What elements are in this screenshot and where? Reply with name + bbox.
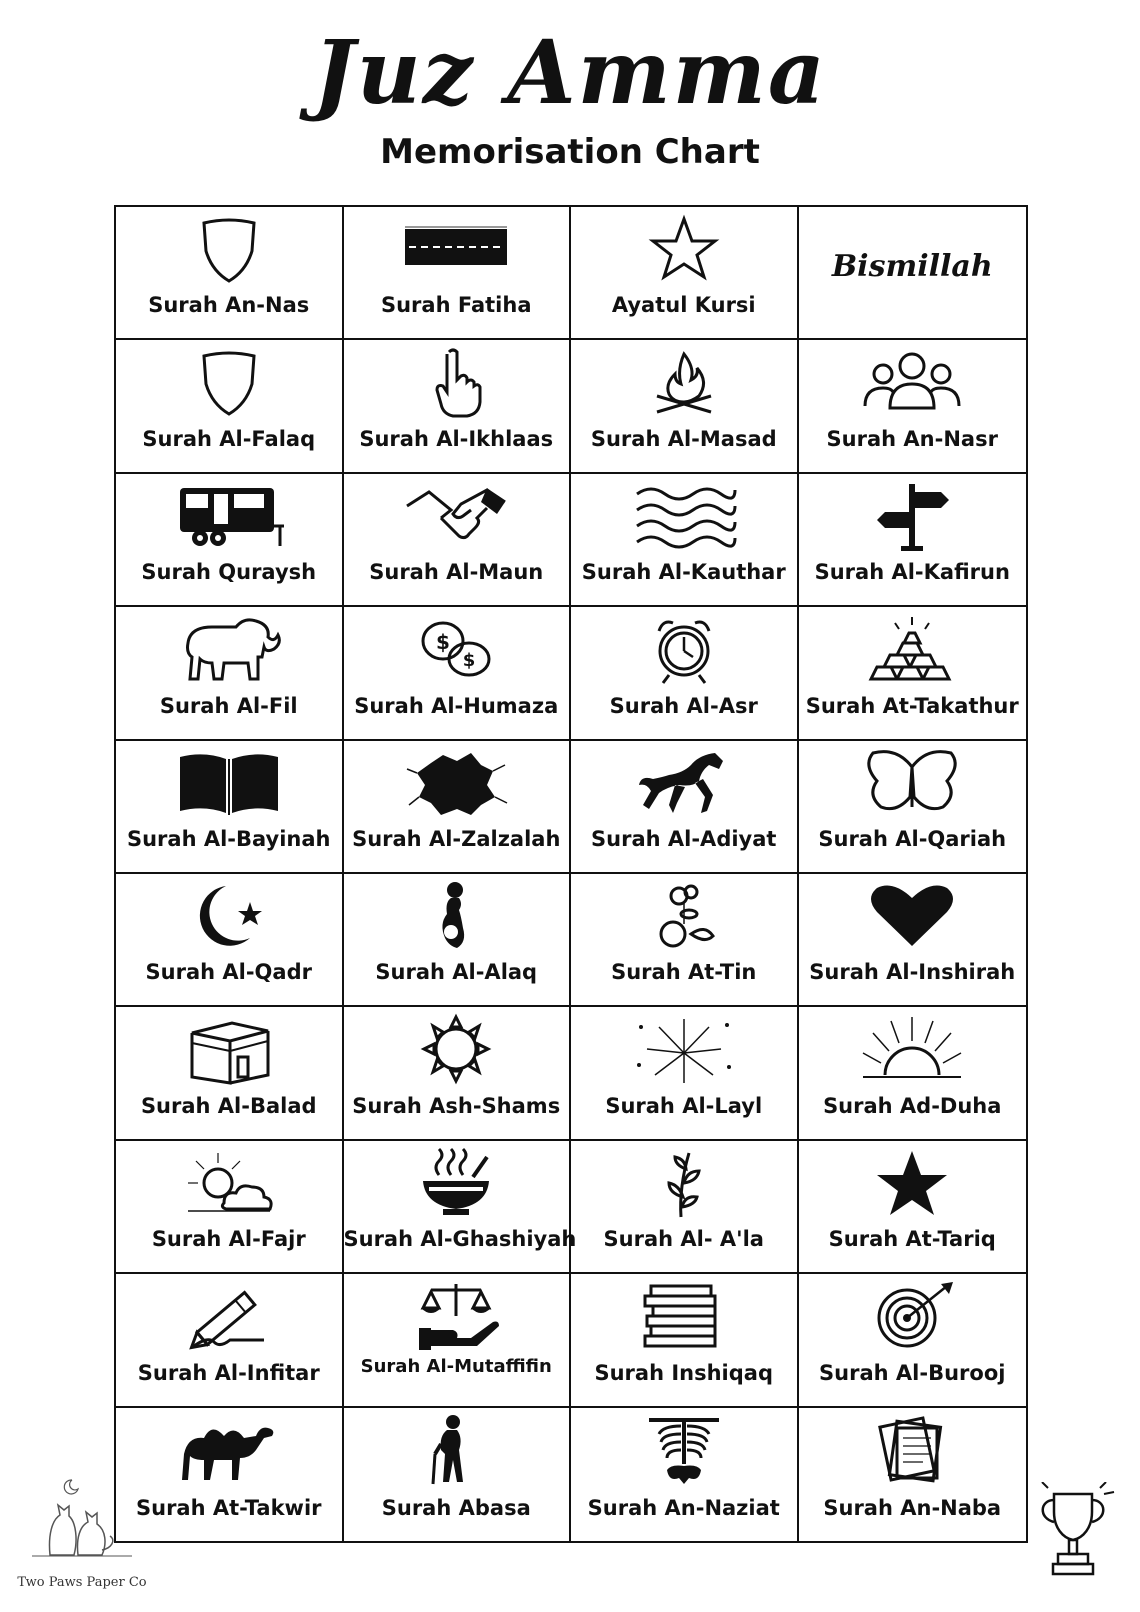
- surah-label: Surah An-Naziat: [587, 1495, 780, 1520]
- fireworks-icon: [629, 1013, 739, 1085]
- chart-cell: [571, 340, 799, 473]
- signpost-icon: [857, 480, 967, 552]
- chart-cell: [344, 340, 572, 473]
- chart-cell: [344, 1007, 572, 1140]
- surah-label: Surah At-Tin: [611, 960, 757, 985]
- dawn-clouds-icon: [174, 1147, 284, 1219]
- surah-label: Surah Al-Infitar: [137, 1360, 320, 1385]
- star-solid-icon: [857, 1147, 967, 1219]
- surah-label: Surah Al-Inshirah: [809, 960, 1016, 985]
- surah-label: Surah Al-Ikhlaas: [359, 426, 554, 451]
- plant-sprig-icon: [629, 1147, 739, 1219]
- surah-label: Surah Al-Mutaffifin: [360, 1355, 552, 1377]
- surah-label: Surah Al-Alaq: [375, 960, 538, 985]
- caravan-icon: [174, 480, 284, 552]
- surah-label: Surah Al-Falaq: [142, 426, 316, 451]
- surah-label: Surah Al-Qariah: [818, 826, 1007, 851]
- chart-cell: [116, 607, 344, 740]
- surah-label: Surah An-Nas: [148, 293, 310, 318]
- waves-icon: [629, 480, 739, 552]
- surah-label: Surah Al-Kauthar: [581, 560, 786, 585]
- crescent-star-icon: [174, 880, 284, 952]
- pencil-icon: [174, 1280, 284, 1352]
- gold-bars-icon: [857, 613, 967, 685]
- surah-label: Surah Al-Fajr: [151, 1227, 306, 1252]
- surah-label: Surah At-Takathur: [805, 693, 1019, 718]
- pregnant-woman-icon: [401, 880, 511, 952]
- surah-label: Ayatul Kursi: [611, 293, 756, 318]
- target-icon: [857, 1280, 967, 1352]
- chart-cell: [344, 874, 572, 1007]
- surah-label: Surah Al-Bayinah: [126, 826, 331, 851]
- people-group-icon: [857, 346, 967, 418]
- chart-cell: [344, 1408, 572, 1541]
- chart-cell: [571, 1007, 799, 1140]
- elephant-icon: [174, 613, 284, 685]
- chart-cell: [571, 1141, 799, 1274]
- surah-label: Surah Inshiqaq: [594, 1360, 773, 1385]
- chart-cell: [571, 1274, 799, 1407]
- chart-cell: [344, 607, 572, 740]
- campfire-icon: [629, 346, 739, 418]
- chart-cell: [799, 741, 1027, 874]
- cracked-wall-icon: [401, 747, 511, 819]
- skeleton-icon: [629, 1414, 739, 1486]
- newspapers-icon: [857, 1414, 967, 1486]
- surah-label: Surah Al-Humaza: [354, 693, 559, 718]
- chart-cell: [799, 340, 1027, 473]
- chart-cell: [116, 874, 344, 1007]
- surah-label: Surah Al-Burooj: [819, 1360, 1006, 1385]
- surah-label: Surah Fatiha: [380, 293, 532, 318]
- svg-text:$: $: [436, 630, 451, 655]
- surah-label: Surah An-Naba: [823, 1495, 1002, 1520]
- chart-cell: [799, 474, 1027, 607]
- heart-icon: [857, 880, 967, 952]
- svg-text:$: $: [462, 650, 476, 672]
- chart-cell: [799, 1007, 1027, 1140]
- scales-hand-icon: [401, 1280, 511, 1352]
- chart-cell: [799, 607, 1027, 740]
- coins-icon: [401, 613, 511, 685]
- surah-label: Surah Abasa: [381, 1495, 531, 1520]
- surah-label: Surah Al-Ghashiyah: [343, 1227, 577, 1252]
- chart-cell: [116, 741, 344, 874]
- chart-cell: [571, 874, 799, 1007]
- old-man-cane-icon: [401, 1414, 511, 1486]
- trophy-icon: [1028, 1482, 1120, 1582]
- surah-label: Surah Al-Kafirun: [814, 560, 1010, 585]
- bowl-icon: [401, 1147, 511, 1219]
- open-book-icon: [174, 747, 284, 819]
- chart-cell: [343, 1141, 577, 1274]
- chart-cell: [571, 1408, 799, 1541]
- chart-cell: [799, 874, 1027, 1007]
- star-outline-icon: [629, 213, 739, 285]
- chart-cell: [344, 474, 572, 607]
- fig-olive-icon: [629, 880, 739, 952]
- chart-cell: [799, 207, 1027, 340]
- chart-cell: [571, 607, 799, 740]
- camel-icon: [174, 1414, 284, 1486]
- chart-cell: [344, 1274, 572, 1407]
- kaaba-icon: [174, 1013, 284, 1085]
- road-icon: [401, 213, 511, 285]
- surah-label: Surah Al-Layl: [605, 1093, 763, 1118]
- horse-icon: [629, 747, 739, 819]
- brand-name: Two Paws Paper Co: [17, 1575, 147, 1590]
- pointing-finger-icon: [401, 346, 511, 418]
- page-subtitle: Memorisation Chart: [380, 132, 760, 172]
- alarm-clock-icon: [629, 613, 739, 685]
- surah-label: Surah At-Tariq: [828, 1227, 996, 1252]
- chart-cell: [116, 1007, 344, 1140]
- memorisation-grid: [114, 205, 1028, 1543]
- surah-label: Surah Al-Adiyat: [591, 826, 777, 851]
- book-stack-icon: [629, 1280, 739, 1352]
- chart-cell: [799, 1274, 1027, 1407]
- surah-label: Surah Quraysh: [141, 560, 317, 585]
- chart-cell: [571, 474, 799, 607]
- handshake-icon: [401, 480, 511, 552]
- bismillah-calligraphy: Bismillah: [831, 249, 993, 284]
- surah-label: Surah Al-Qadr: [145, 960, 312, 985]
- surah-label: Surah At-Takwir: [136, 1495, 322, 1520]
- shield-icon: [174, 346, 284, 418]
- surah-label: Surah Al-Masad: [590, 426, 777, 451]
- chart-cell: [799, 1408, 1027, 1541]
- surah-label: Surah An-Nasr: [826, 426, 998, 451]
- surah-label: Surah Al- A'la: [603, 1227, 764, 1252]
- shield-icon: [174, 213, 284, 285]
- chart-cell: [571, 741, 799, 874]
- chart-cell: [116, 1141, 344, 1274]
- chart-cell: [344, 741, 572, 874]
- surah-label: Surah Al-Zalzalah: [352, 826, 561, 851]
- surah-label: Surah Ad-Duha: [823, 1093, 1002, 1118]
- chart-cell: [344, 207, 572, 340]
- surah-label: Surah Al-Fil: [159, 693, 298, 718]
- chart-cell: [116, 1274, 344, 1407]
- sun-icon: [401, 1013, 511, 1085]
- surah-label: Surah Al-Maun: [369, 560, 544, 585]
- butterfly-icon: [857, 747, 967, 819]
- surah-label: Surah Al-Balad: [140, 1093, 317, 1118]
- chart-cell: [799, 1141, 1027, 1274]
- chart-cell: [571, 207, 799, 340]
- chart-cell: [116, 207, 344, 340]
- chart-cell: [116, 474, 344, 607]
- page-title: Juz Amma: [313, 20, 827, 124]
- surah-label: Surah Ash-Shams: [352, 1093, 561, 1118]
- sunrise-icon: [857, 1013, 967, 1085]
- chart-cell: [116, 340, 344, 473]
- surah-label: Surah Al-Asr: [609, 693, 758, 718]
- brand-logo: [12, 1460, 152, 1590]
